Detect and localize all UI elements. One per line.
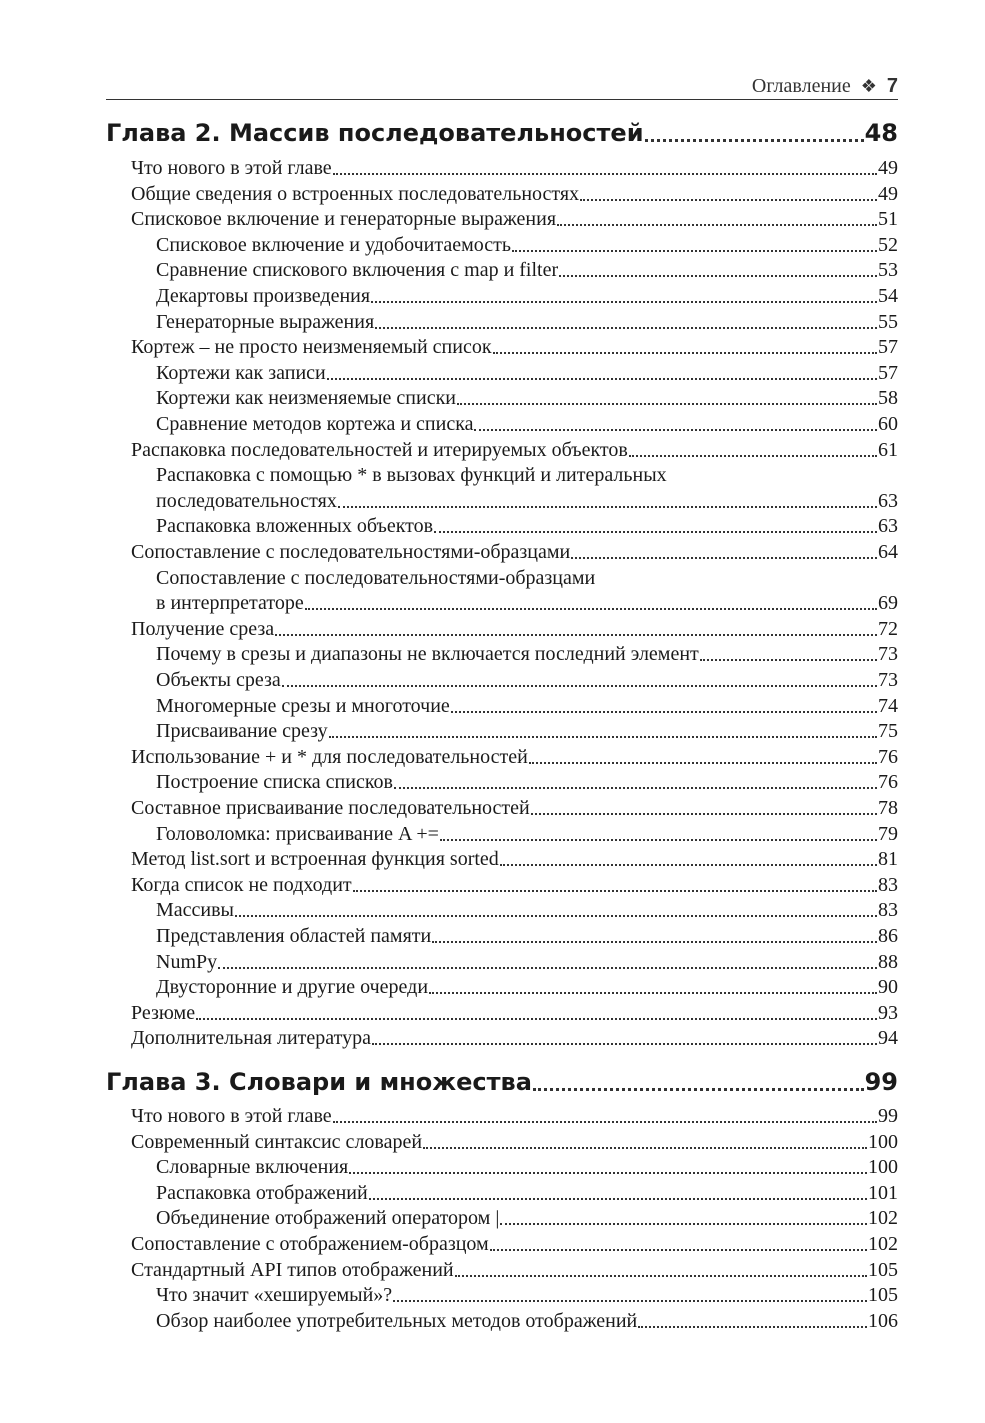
dot-leader [493,352,877,354]
entry-title: Генераторные выражения [156,310,375,333]
toc-section-entry[interactable] [131,1231,898,1257]
entry-title: Распаковка отображений [156,1181,368,1204]
entry-page-number: 106 [868,1309,898,1332]
chapter-title: Глава 3. Словари и множества [106,1068,532,1096]
toc-subsection-entry[interactable] [156,1205,898,1231]
entry-title: Представления областей памяти [156,925,432,947]
toc-section-entry[interactable] [131,206,898,232]
toc-subsection-entry[interactable] [156,769,898,795]
entry-title: Многомерные срезы и многоточие [156,694,450,717]
entry-page-number: 102 [868,1233,898,1255]
dot-leader [533,1088,864,1091]
dot-leader [557,224,877,226]
entry-title: Построение списка списков [156,771,393,794]
toc-section-entry[interactable] [131,616,898,642]
toc-subsection-entry[interactable] [156,283,898,309]
entry-page-number: 75 [878,720,898,743]
entry-title: Получение среза [131,617,275,640]
entry-page-number: 64 [878,541,898,563]
entry-page-number: 53 [878,259,898,282]
toc-section-entry[interactable] [131,846,898,872]
dot-leader [638,1326,867,1328]
toc-subsection-entry[interactable] [156,232,898,258]
toc-subsection-entry[interactable] [156,411,898,437]
entry-title: Списковое включение и удобочитаемость [156,233,511,256]
entry-page-number: 90 [878,976,898,999]
entry-title: Сопоставление с последовательностями-образцами [131,541,571,563]
entry-page-number: 76 [878,771,898,794]
entry-title: Распаковка последовательностей и итерируемых объектов [131,438,628,461]
toc-subsection-entry[interactable] [156,513,898,539]
entry-page-number: 100 [868,1156,898,1179]
dot-leader [580,199,877,201]
entry-title: Сравнение спискового включения с map и filter [156,259,559,282]
entry-page-number: 49 [878,182,898,205]
entry-page-number: 101 [868,1181,898,1204]
toc-chapter-heading[interactable] [106,117,898,149]
entry-title: Сопоставление с отображением-образцом [131,1233,489,1255]
dot-leader [371,301,877,303]
header-page-number: 7 [886,74,898,97]
toc-section-entry[interactable] [131,872,898,898]
entry-page-number: 83 [878,899,898,922]
dot-leader [333,173,877,175]
dot-leader [375,327,877,329]
dot-leader [645,139,864,142]
toc-chapter-heading[interactable] [106,1066,898,1098]
dot-leader [349,1172,867,1174]
toc-subsection-entry[interactable] [156,718,898,744]
entry-page-number: 93 [878,1001,898,1024]
dot-leader [455,1275,867,1277]
toc-subsection-entry[interactable] [156,1154,898,1180]
toc-subsection-entry[interactable] [156,309,898,335]
dot-leader [490,1249,867,1251]
entry-page-number: 99 [878,1105,898,1127]
toc-section-entry[interactable] [131,744,898,770]
toc-section-entry[interactable] [131,1025,898,1051]
dot-leader [305,608,877,610]
dot-leader [531,813,877,815]
toc-subsection-entry[interactable] [156,923,898,949]
toc-subsection-entry[interactable] [156,385,898,411]
dot-leader [423,1147,867,1149]
toc-subsection-entry[interactable] [156,590,898,616]
toc-subsection-entry[interactable] [156,360,898,386]
toc-subsection-entry[interactable] [156,565,898,591]
entry-page-number: 58 [878,387,898,410]
entry-page-number: 105 [868,1284,898,1307]
entry-title: Объекты среза [156,669,281,691]
entry-title: Распаковка вложенных объектов [156,515,434,538]
entry-page-number: 73 [878,669,898,691]
entry-title: Резюме [131,1001,196,1024]
toc-subsection-entry[interactable] [156,693,898,719]
dot-leader [196,1018,877,1020]
entry-page-number: 57 [878,336,898,359]
dot-leader [338,506,877,508]
entry-title: Использование + и * для последовательностей [131,745,528,768]
entry-page-number: 81 [878,848,898,871]
toc-subsection-entry[interactable] [156,897,898,923]
entry-title: NumPy [156,950,218,973]
header-rule [106,99,898,100]
entry-page-number: 74 [878,694,898,717]
chapter-title: Глава 2. Массив последовательностей [106,119,644,147]
running-header [106,70,898,102]
entry-title: Распаковка с помощью * в вызовах функций и литеральных [156,464,667,487]
dot-leader [440,839,877,841]
dot-leader [500,1223,867,1225]
entry-page-number: 63 [878,489,898,512]
toc-subsection-entry[interactable] [156,667,898,693]
dot-leader [333,1121,877,1123]
entry-title: Когда список не подходит [131,873,352,896]
entry-page-number: 61 [878,438,898,461]
chapter-page-number: 99 [864,1068,898,1096]
entry-title: Стандартный API типов отображений [131,1258,454,1281]
entry-page-number: 51 [878,208,898,231]
toc-section-entry[interactable] [131,334,898,360]
dot-leader [353,890,877,892]
dot-leader [500,864,877,866]
entry-title: Что значит «хешируемый»? [156,1284,393,1307]
entry-page-number: 60 [878,413,898,435]
dot-leader [559,275,877,277]
toc-section-entry[interactable] [131,1257,898,1283]
entry-page-number: 86 [878,925,898,947]
dot-leader [218,967,877,969]
dot-leader [474,429,877,431]
entry-title: Кортеж – не просто неизменяемый список [131,336,492,359]
entry-title: Что нового в этой главе [131,157,332,179]
toc-subsection-entry[interactable] [156,462,898,488]
entry-page-number: 52 [878,233,898,256]
toc-section-entry[interactable] [131,1129,898,1155]
entry-page-number: 105 [868,1258,898,1281]
entry-title: Сопоставление с последовательностями-образцами [156,566,596,589]
entry-title: Кортежи как записи [156,361,326,384]
toc-subsection-entry[interactable] [156,949,898,975]
dot-leader [282,685,877,687]
entry-title: Почему в срезы и диапазоны не включается последний элемент [156,643,699,666]
chapter-page-number: 48 [864,119,898,147]
dot-leader [571,557,877,559]
entry-title: Головоломка: присваивание A += [156,822,439,845]
toc-subsection-entry[interactable] [156,974,898,1000]
entry-title: Списковое включение и генераторные выражения [131,208,557,231]
toc-subsection-entry[interactable] [156,1282,898,1308]
entry-page-number: 69 [878,592,898,615]
toc-subsection-entry[interactable] [156,257,898,283]
entry-page-number: 78 [878,797,898,819]
entry-page-number: 83 [878,873,898,896]
dot-leader [275,634,877,636]
entry-page-number: 55 [878,310,898,333]
toc-subsection-entry[interactable] [156,488,898,514]
entry-page-number: 49 [878,157,898,179]
entry-title: Объединение отображений оператором | [156,1207,500,1230]
dot-leader [235,915,877,917]
entry-page-number: 63 [878,515,898,538]
entry-page-number: 76 [878,745,898,768]
entry-title: Обзор наиболее употребительных методов отображений [156,1309,638,1332]
toc-section-entry[interactable] [131,1000,898,1026]
entry-page-number: 73 [878,643,898,666]
entry-title: Массивы [156,899,234,922]
toc-subsection-entry[interactable] [156,1308,898,1334]
dot-leader [700,659,877,661]
dot-leader [451,711,877,713]
entry-page-number: 102 [868,1207,898,1230]
dot-leader [394,787,877,789]
toc-section-entry[interactable] [131,437,898,463]
entry-title: Метод list.sort и встроенная функция sorted [131,848,499,871]
toc-subsection-entry[interactable] [156,1180,898,1206]
dot-leader [429,992,877,994]
dot-leader [512,250,877,252]
entry-title: Общие сведения о встроенных последовательностях [131,182,580,205]
toc-section-entry[interactable] [131,1103,898,1129]
header-divider-icon: ❖ [860,75,877,96]
entry-title: Что нового в этой главе [131,1105,332,1127]
entry-page-number: 100 [868,1130,898,1153]
toc-section-entry[interactable] [131,181,898,207]
dot-leader [329,736,877,738]
dot-leader [432,941,877,943]
entry-title: Кортежи как неизменяемые списки [156,387,456,410]
entry-title: Присваивание срезу [156,720,328,743]
entry-page-number: 72 [878,617,898,640]
entry-title: в интерпретаторе [156,592,304,615]
entry-page-number: 54 [878,285,898,307]
entry-title: Современный синтаксис словарей [131,1130,423,1153]
toc-section-entry[interactable] [131,155,898,181]
entry-title: Сравнение методов кортежа и списка [156,413,474,435]
entry-title: Словарные включения [156,1156,349,1179]
dot-leader [372,1043,877,1045]
dot-leader [393,1300,867,1302]
header-section-title: Оглавление [751,74,851,97]
entry-title: последовательностях [156,489,337,512]
toc-subsection-entry[interactable] [156,821,898,847]
dot-leader [457,403,877,405]
dot-leader [369,1198,867,1200]
entry-title: Декартовы произведения [156,285,371,307]
entry-page-number: 57 [878,361,898,384]
toc-section-entry[interactable] [131,539,898,565]
toc-subsection-entry[interactable] [156,641,898,667]
toc-section-entry[interactable] [131,795,898,821]
entry-title: Двусторонние и другие очереди [156,976,429,999]
dot-leader [629,455,877,457]
entry-page-number: 79 [878,822,898,845]
entry-title: Дополнительная литература [131,1027,371,1050]
dot-leader [327,378,877,380]
dot-leader [529,762,877,764]
entry-page-number: 88 [878,950,898,973]
entry-title: Составное присваивание последовательностей [131,797,530,819]
dot-leader [434,531,877,533]
entry-page-number: 94 [878,1027,898,1050]
